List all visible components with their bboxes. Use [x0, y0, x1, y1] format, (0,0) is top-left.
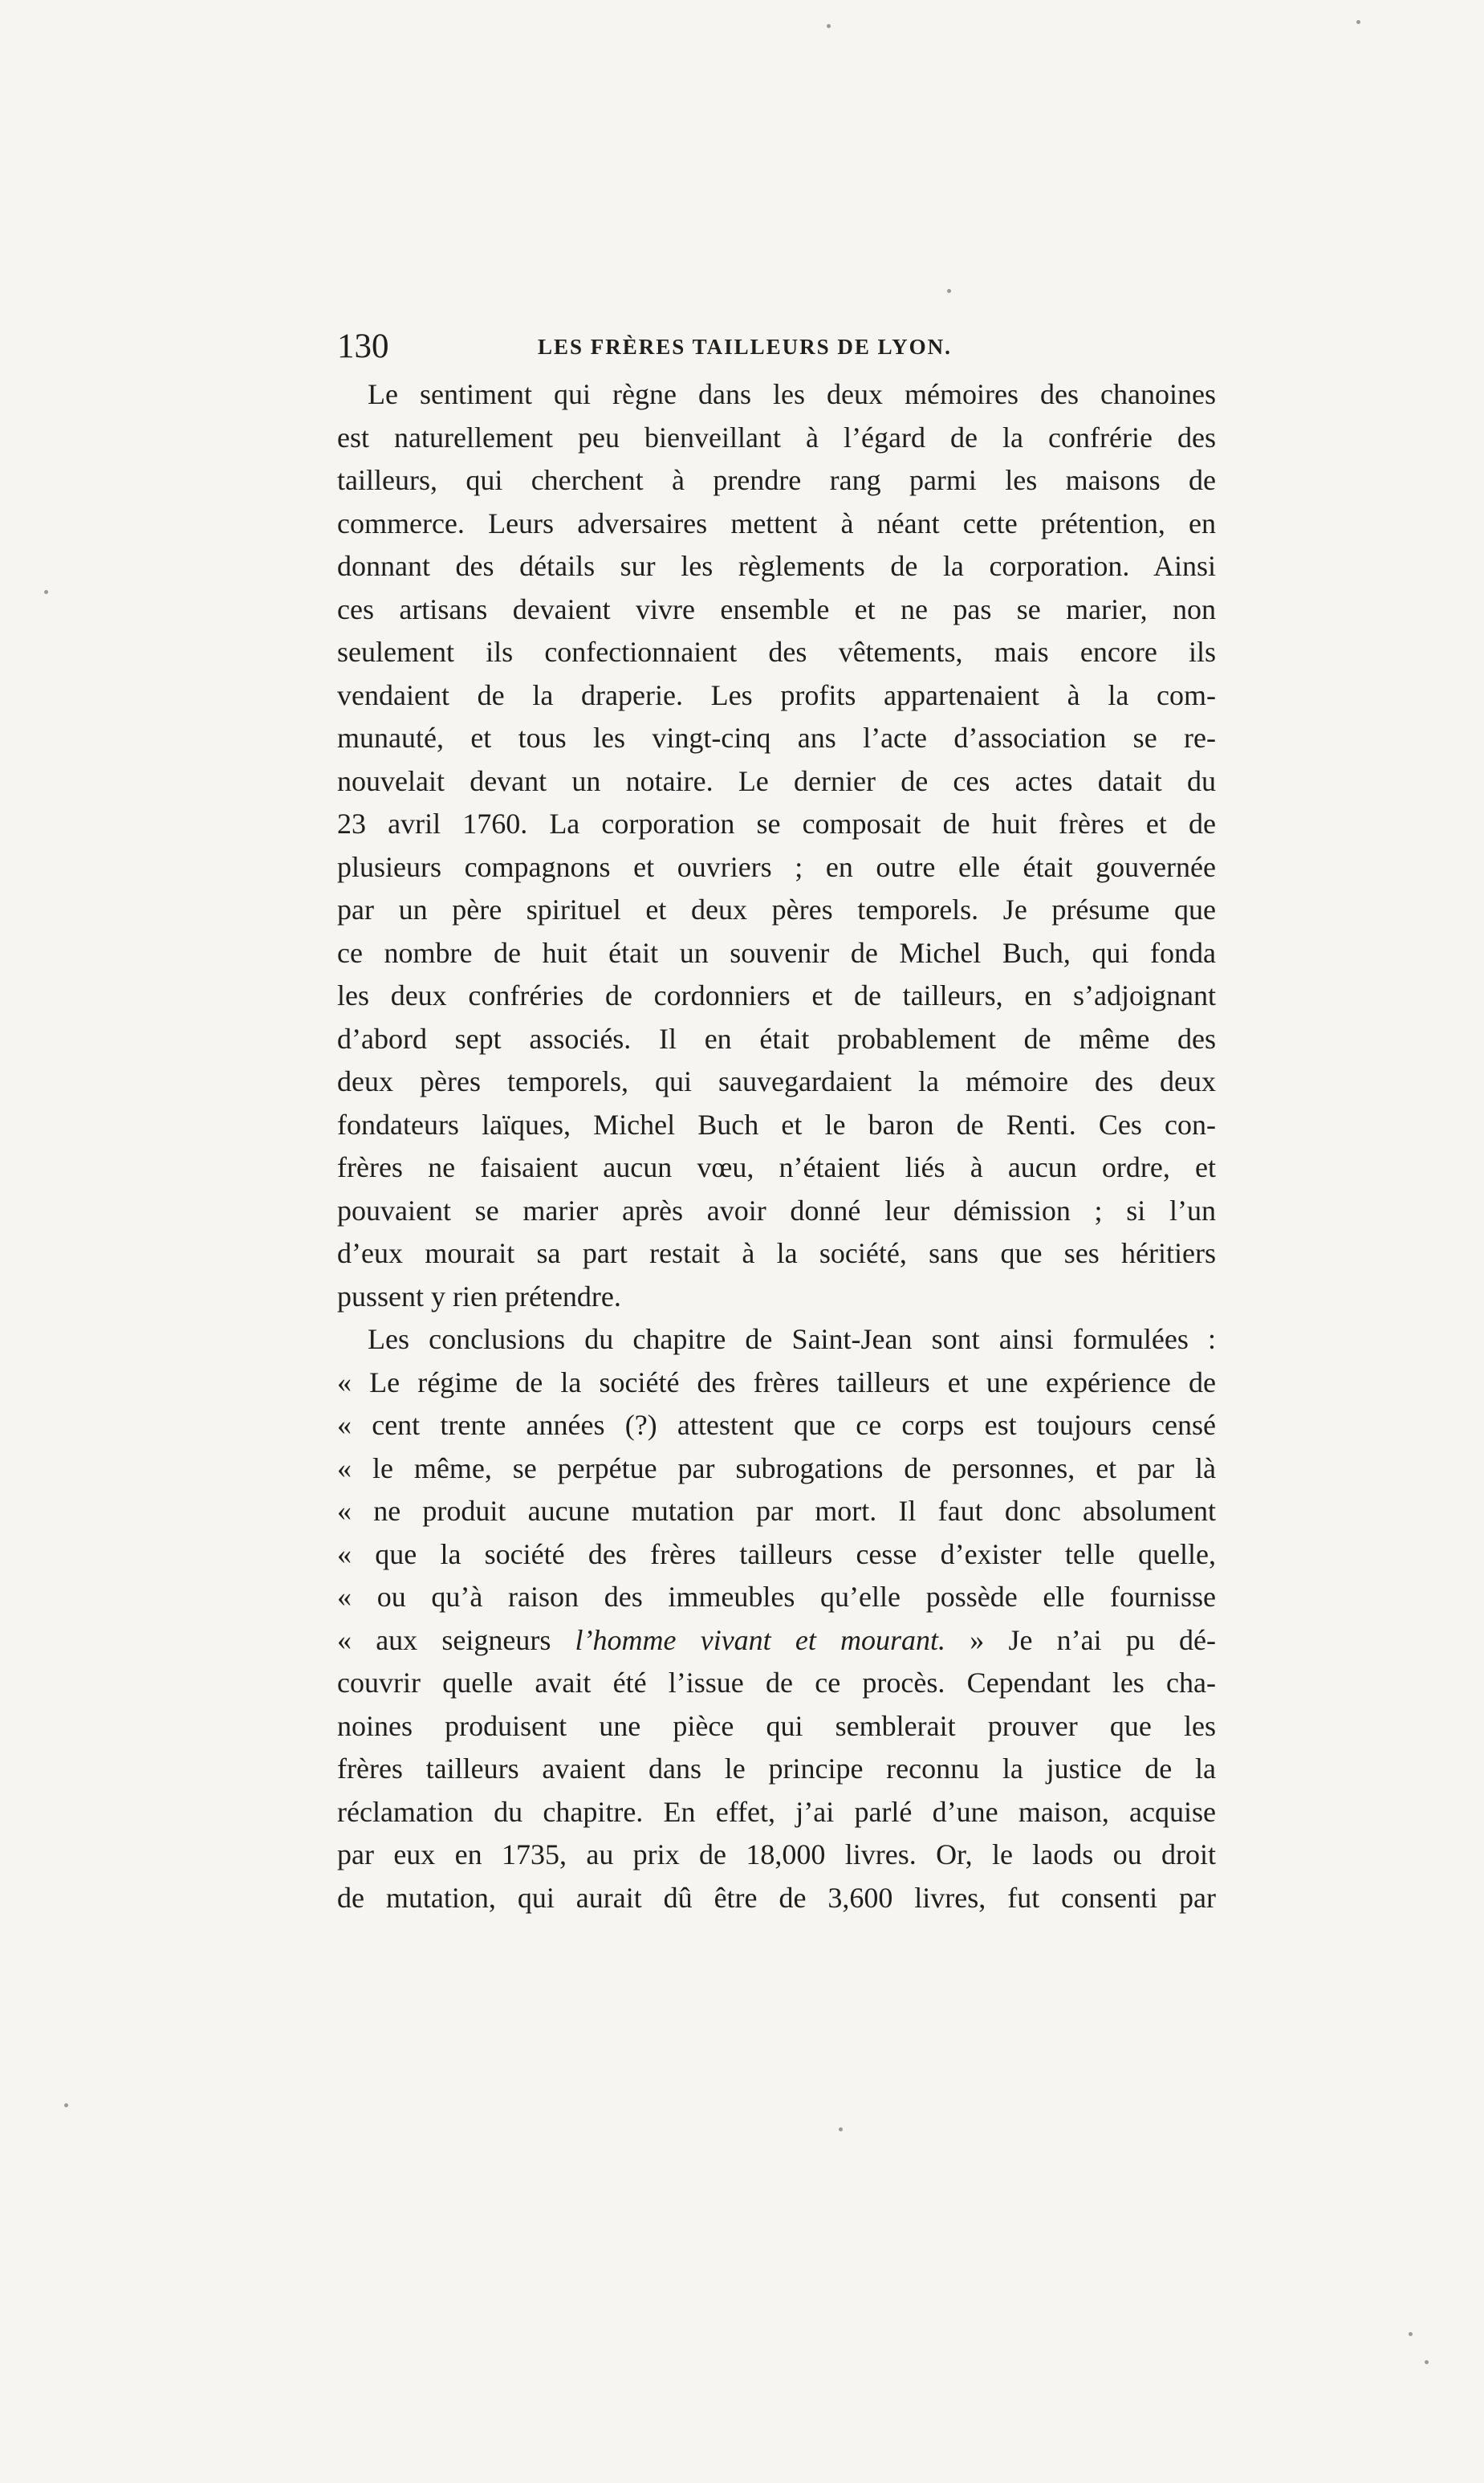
- text-line: frères tailleurs avaient dans le principe reconnu la justice de la: [337, 1752, 1216, 1785]
- paper-speck: [44, 590, 48, 594]
- text-line: « ou qu’à raison des immeubles qu’elle possède elle fournisse: [337, 1581, 1216, 1613]
- text-line: par eux en 1735, au prix de 18,000 livres. Or, le laods ou droit: [337, 1838, 1216, 1870]
- page-number: 130: [337, 328, 389, 365]
- paper-speck: [1409, 2332, 1413, 2336]
- text-line: « Le régime de la société des frères tailleurs et une expérience de: [337, 1366, 1216, 1398]
- paragraph-1: [337, 373, 1216, 1318]
- text-line: « que la société des frères tailleurs cesse d’exister telle quelle,: [337, 1537, 1216, 1570]
- text-line: par un père spirituel et deux pères temporels. Je présume que: [337, 893, 1216, 926]
- text-line: d’abord sept associés. Il en était probablement de même des: [337, 1022, 1216, 1055]
- italic-phrase: l’homme vivant et mourant.: [575, 1623, 946, 1656]
- text-line: vendaient de la draperie. Les profits appartenaient à la com-: [337, 678, 1216, 711]
- paragraph-2: [337, 1318, 1216, 1919]
- paper-speck: [1356, 20, 1360, 24]
- text-line: munauté, et tous les vingt-cinq ans l’acte d’association se re-: [337, 722, 1216, 754]
- text-segment: « aux seigneurs: [337, 1623, 575, 1656]
- text-line: deux pères temporels, qui sauvegardaient la mémoire des deux: [337, 1065, 1216, 1097]
- text-line: d’eux mourait sa part restait à la société, sans que ses héritiers: [337, 1237, 1216, 1269]
- text-line: frères ne faisaient aucun vœu, n’étaient liés à aucun ordre, et: [337, 1151, 1216, 1183]
- text-line: donnant des détails sur les règlements de la corporation. Ainsi: [337, 550, 1216, 582]
- text-line: noines produisent une pièce qui semblerait prouver que les: [337, 1709, 1216, 1742]
- page-header: [337, 323, 1216, 371]
- text-line: commerce. Leurs adversaires mettent à néant cette prétention, en: [337, 507, 1216, 539]
- paper-speck: [64, 2103, 68, 2107]
- text-line: pussent y rien prétendre.: [337, 1280, 621, 1313]
- text-line: « le même, se perpétue par subrogations de personnes, et par là: [337, 1451, 1216, 1484]
- text-line: ces artisans devaient vivre ensemble et ne pas se marier, non: [337, 592, 1216, 625]
- text-line-with-italic: [337, 1619, 1216, 1663]
- paper-speck: [1425, 2360, 1429, 2364]
- text-line: fondateurs laïques, Michel Buch et le baron de Renti. Ces con-: [337, 1108, 1216, 1141]
- text-line: de mutation, qui aurait dû être de 3,600 livres, fut consenti par: [337, 1881, 1216, 1914]
- text-line: Les conclusions du chapitre de Saint-Jean sont ainsi formulées :: [368, 1323, 1216, 1355]
- text-line: « ne produit aucune mutation par mort. Il faut donc absolument: [337, 1495, 1216, 1527]
- text-line: nouvelait devant un notaire. Le dernier de ces actes datait du: [337, 764, 1216, 797]
- text-line: plusieurs compagnons et ouvriers ; en outre elle était gouvernée: [337, 850, 1216, 883]
- text-line: ce nombre de huit était un souvenir de Michel Buch, qui fonda: [337, 936, 1216, 969]
- text-line: Le sentiment qui règne dans les deux mémoires des chanoines: [368, 378, 1216, 410]
- text-line: 23 avril 1760. La corporation se composait de huit frères et de: [337, 808, 1216, 840]
- text-line: les deux confréries de cordonniers et de tailleurs, en s’adjoignant: [337, 979, 1216, 1012]
- running-title: LES FRÈRES TAILLEURS DE LYON.: [538, 335, 952, 359]
- text-line: réclamation du chapitre. En effet, j’ai parlé d’une maison, acquise: [337, 1795, 1216, 1828]
- paper-speck: [947, 289, 951, 293]
- text-line: est naturellement peu bienveillant à l’égard de la confrérie des: [337, 421, 1216, 454]
- text-line: seulement ils confectionnaient des vêtements, mais encore ils: [337, 636, 1216, 668]
- text-line: couvrir quelle avait été l’issue de ce procès. Cependant les cha-: [337, 1667, 1216, 1699]
- text-line: pouvaient se marier après avoir donné leur démission ; si l’un: [337, 1194, 1216, 1227]
- paper-speck: [839, 2127, 843, 2131]
- body-text: [337, 373, 1216, 1919]
- text-line: « cent trente années (?) attestent que ce corps est toujours censé: [337, 1409, 1216, 1441]
- text-segment: » Je n’ai pu dé-: [945, 1623, 1216, 1656]
- paper-speck: [827, 24, 831, 28]
- text-line: tailleurs, qui cherchent à prendre rang parmi les maisons de: [337, 464, 1216, 496]
